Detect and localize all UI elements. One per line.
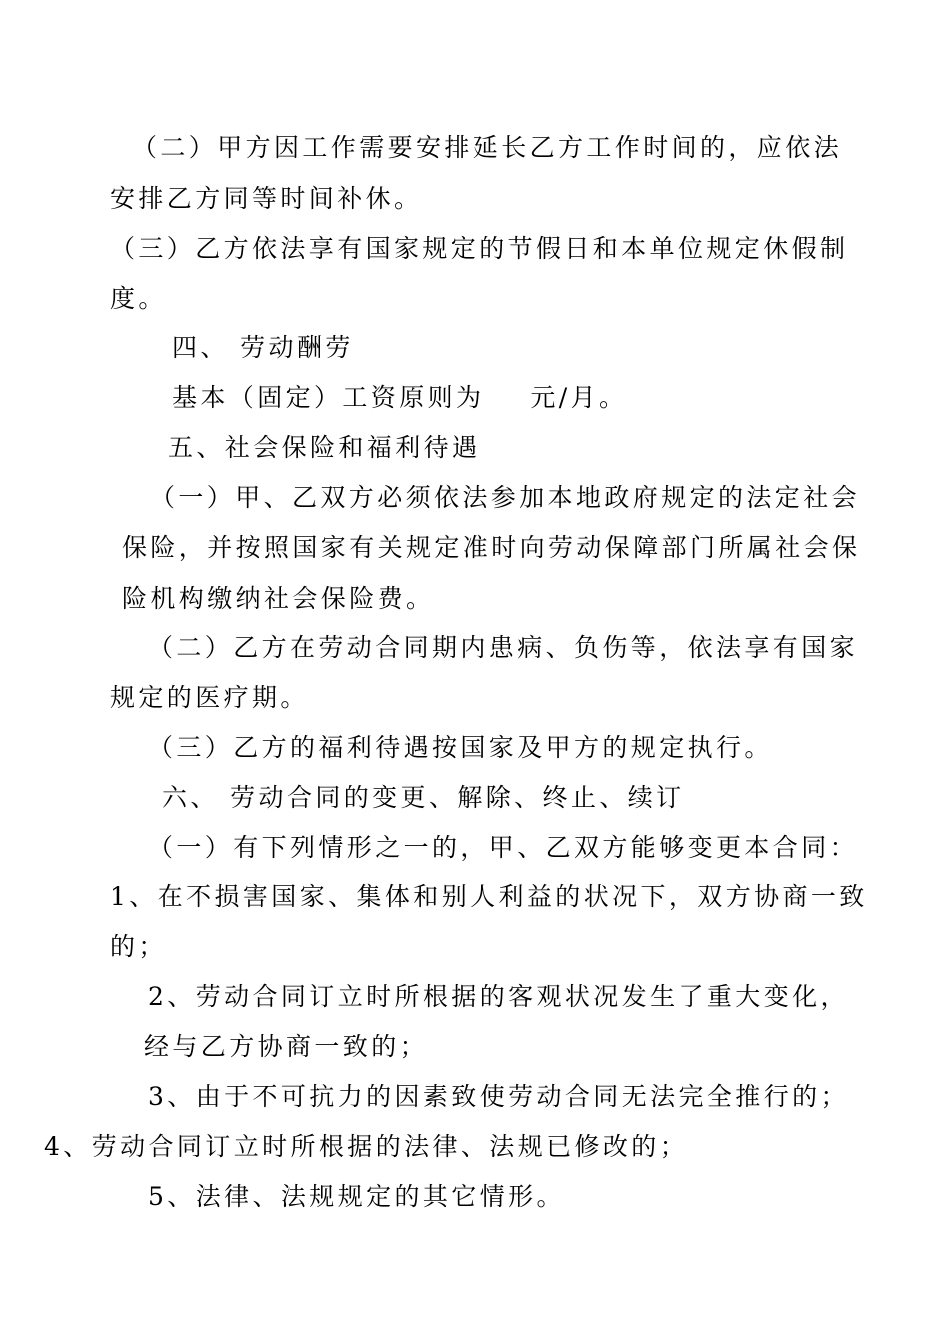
text-line: （二）甲方因工作需要安排延长乙方工作时间的，应依法 [132,133,843,162]
text-line: （一）有下列情形之一的，甲、乙双方能够变更本合同： [148,833,859,862]
text-line: 安排乙方同等时间补休。 [110,184,423,213]
text-line: （一）甲、乙双方必须依法参加本地政府规定的法定社会 [150,483,861,512]
text-line: 2、劳动合同订立时所根据的客观状况发生了重大变化， [148,982,849,1011]
text-line: 度。 [110,284,167,313]
text-line: 经与乙方协商一致的； [144,1032,429,1061]
text-line: 4、劳动合同订立时所根据的法律、法规已修改的； [44,1132,689,1161]
section-heading: 六、 劳动合同的变更、解除、终止、续订 [162,783,685,812]
text-line: 3、由于不可抗力的因素致使劳动合同无法完全推行的； [148,1082,849,1111]
text-line: 险机构缴纳社会保险费。 [122,584,435,613]
text-line: （三）乙方依法享有国家规定的节假日和本单位规定休假制 [110,234,849,263]
text-line: 的； [110,932,167,961]
section-heading: 四、 劳动酬劳 [172,333,354,362]
section-heading: 五、社会保险和福利待遇 [168,433,481,462]
salary-label: 基本（固定）工资原则为 [172,383,485,412]
text-line: 5、法律、法规规定的其它情形。 [148,1182,565,1211]
salary-line [172,383,627,413]
text-line: 1、在不损害国家、集体和别人利益的状况下，双方协商一致 [110,882,868,911]
text-line: （二）乙方在劳动合同期内患病、负伤等，依法享有国家 [148,633,859,662]
text-line: （三）乙方的福利待遇按国家及甲方的规定执行。 [148,733,773,762]
salary-unit: 元/月。 [530,383,628,412]
text-line: 规定的医疗期。 [110,683,309,712]
text-line: 保险，并按照国家有关规定准时向劳动保障部门所属社会保 [122,533,861,562]
